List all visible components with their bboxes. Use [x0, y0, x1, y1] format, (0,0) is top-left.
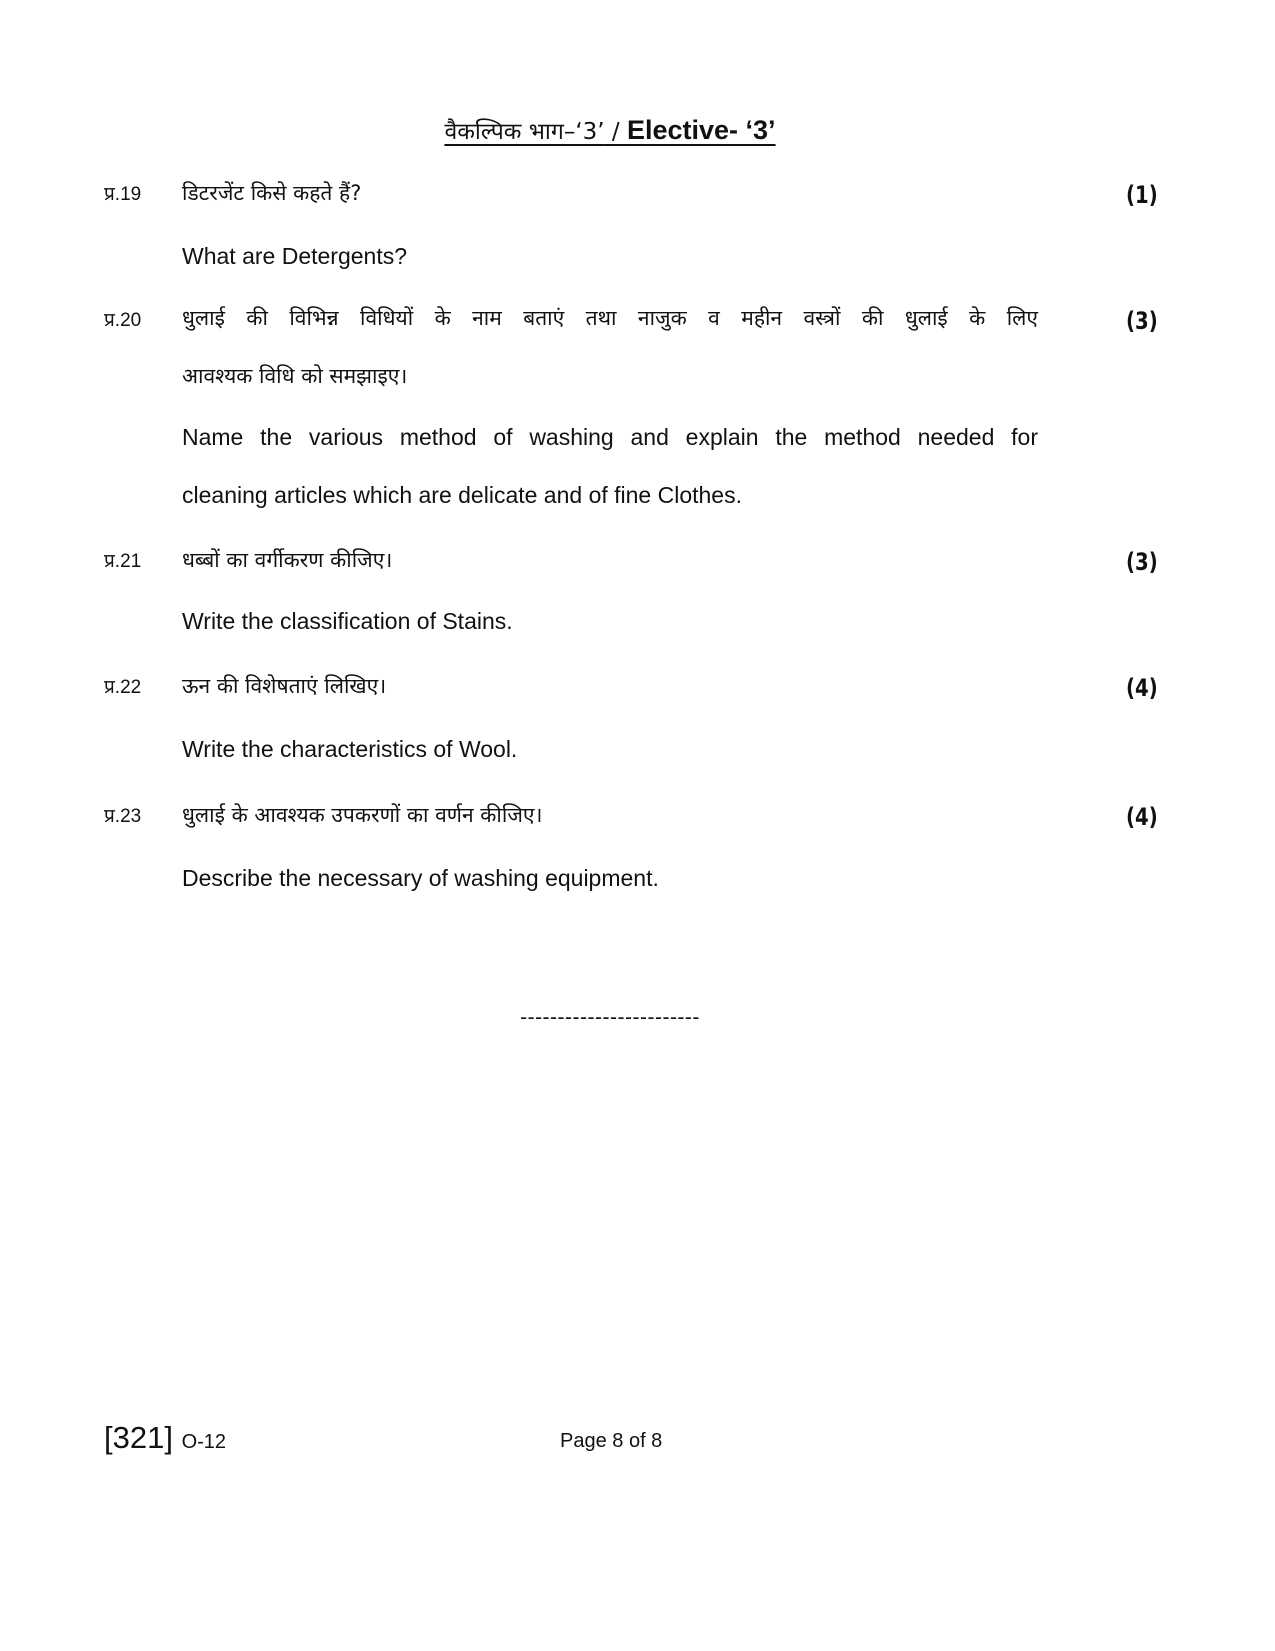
footer-code-number: [321] — [104, 1420, 173, 1455]
question-19-marks: (1) — [1126, 181, 1158, 209]
question-23-english: Describe the necessary of washing equipment. — [182, 865, 659, 891]
question-20-english-line-1: Name the various method of washing and explain the method needed for — [182, 424, 1038, 450]
question-19-hindi: डिटरजेंट किसे कहते हैं? — [182, 181, 362, 205]
question-22-english: Write the characteristics of Wool. — [182, 736, 518, 762]
question-23-hindi: धुलाई के आवश्यक उपकरणों का वर्णन कीजिए। — [182, 803, 543, 827]
question-22-hindi: ऊन की विशेषताएं लिखिए। — [182, 674, 387, 698]
question-20-hindi-line-2: आवश्यक विधि को समझाइए। — [182, 364, 408, 388]
question-number-20: प्र.20 — [104, 310, 142, 331]
question-number-19: प्र.19 — [104, 184, 142, 205]
question-21-english: Write the classification of Stains. — [182, 608, 513, 634]
question-20-hindi-line-1: धुलाई की विभिन्न विधियों के नाम बताएं तथा नाजुक व महीन वस्त्रों की धुलाई के लिए — [182, 306, 1038, 330]
question-23-marks: (4) — [1126, 803, 1158, 831]
question-number-23: प्र.23 — [104, 806, 142, 827]
end-of-paper-rule: ------------------------ — [520, 1006, 700, 1029]
section-heading-hindi: वैकल्पिक भाग–‘3’ — [444, 119, 605, 145]
section-heading-text — [444, 115, 775, 146]
section-heading-english: Elective- ‘3’ — [626, 115, 776, 145]
question-number-22: प्र.22 — [104, 677, 142, 698]
question-21-marks: (3) — [1126, 548, 1158, 576]
section-heading — [0, 112, 1220, 150]
section-heading-separator: / — [604, 119, 627, 145]
question-21-hindi: धब्बों का वर्गीकरण कीजिए। — [182, 548, 393, 572]
question-19-english: What are Detergents? — [182, 243, 408, 269]
footer-paper-code — [104, 1418, 226, 1462]
question-22-marks: (4) — [1126, 674, 1158, 702]
footer-page-number: Page 8 of 8 — [560, 1430, 663, 1452]
question-number-21: प्र.21 — [104, 551, 142, 572]
footer-code-suffix: O-12 — [181, 1431, 227, 1453]
question-20-marks: (3) — [1126, 307, 1158, 335]
question-20-english-line-2: cleaning articles which are delicate and of fine Clothes. — [182, 482, 742, 508]
